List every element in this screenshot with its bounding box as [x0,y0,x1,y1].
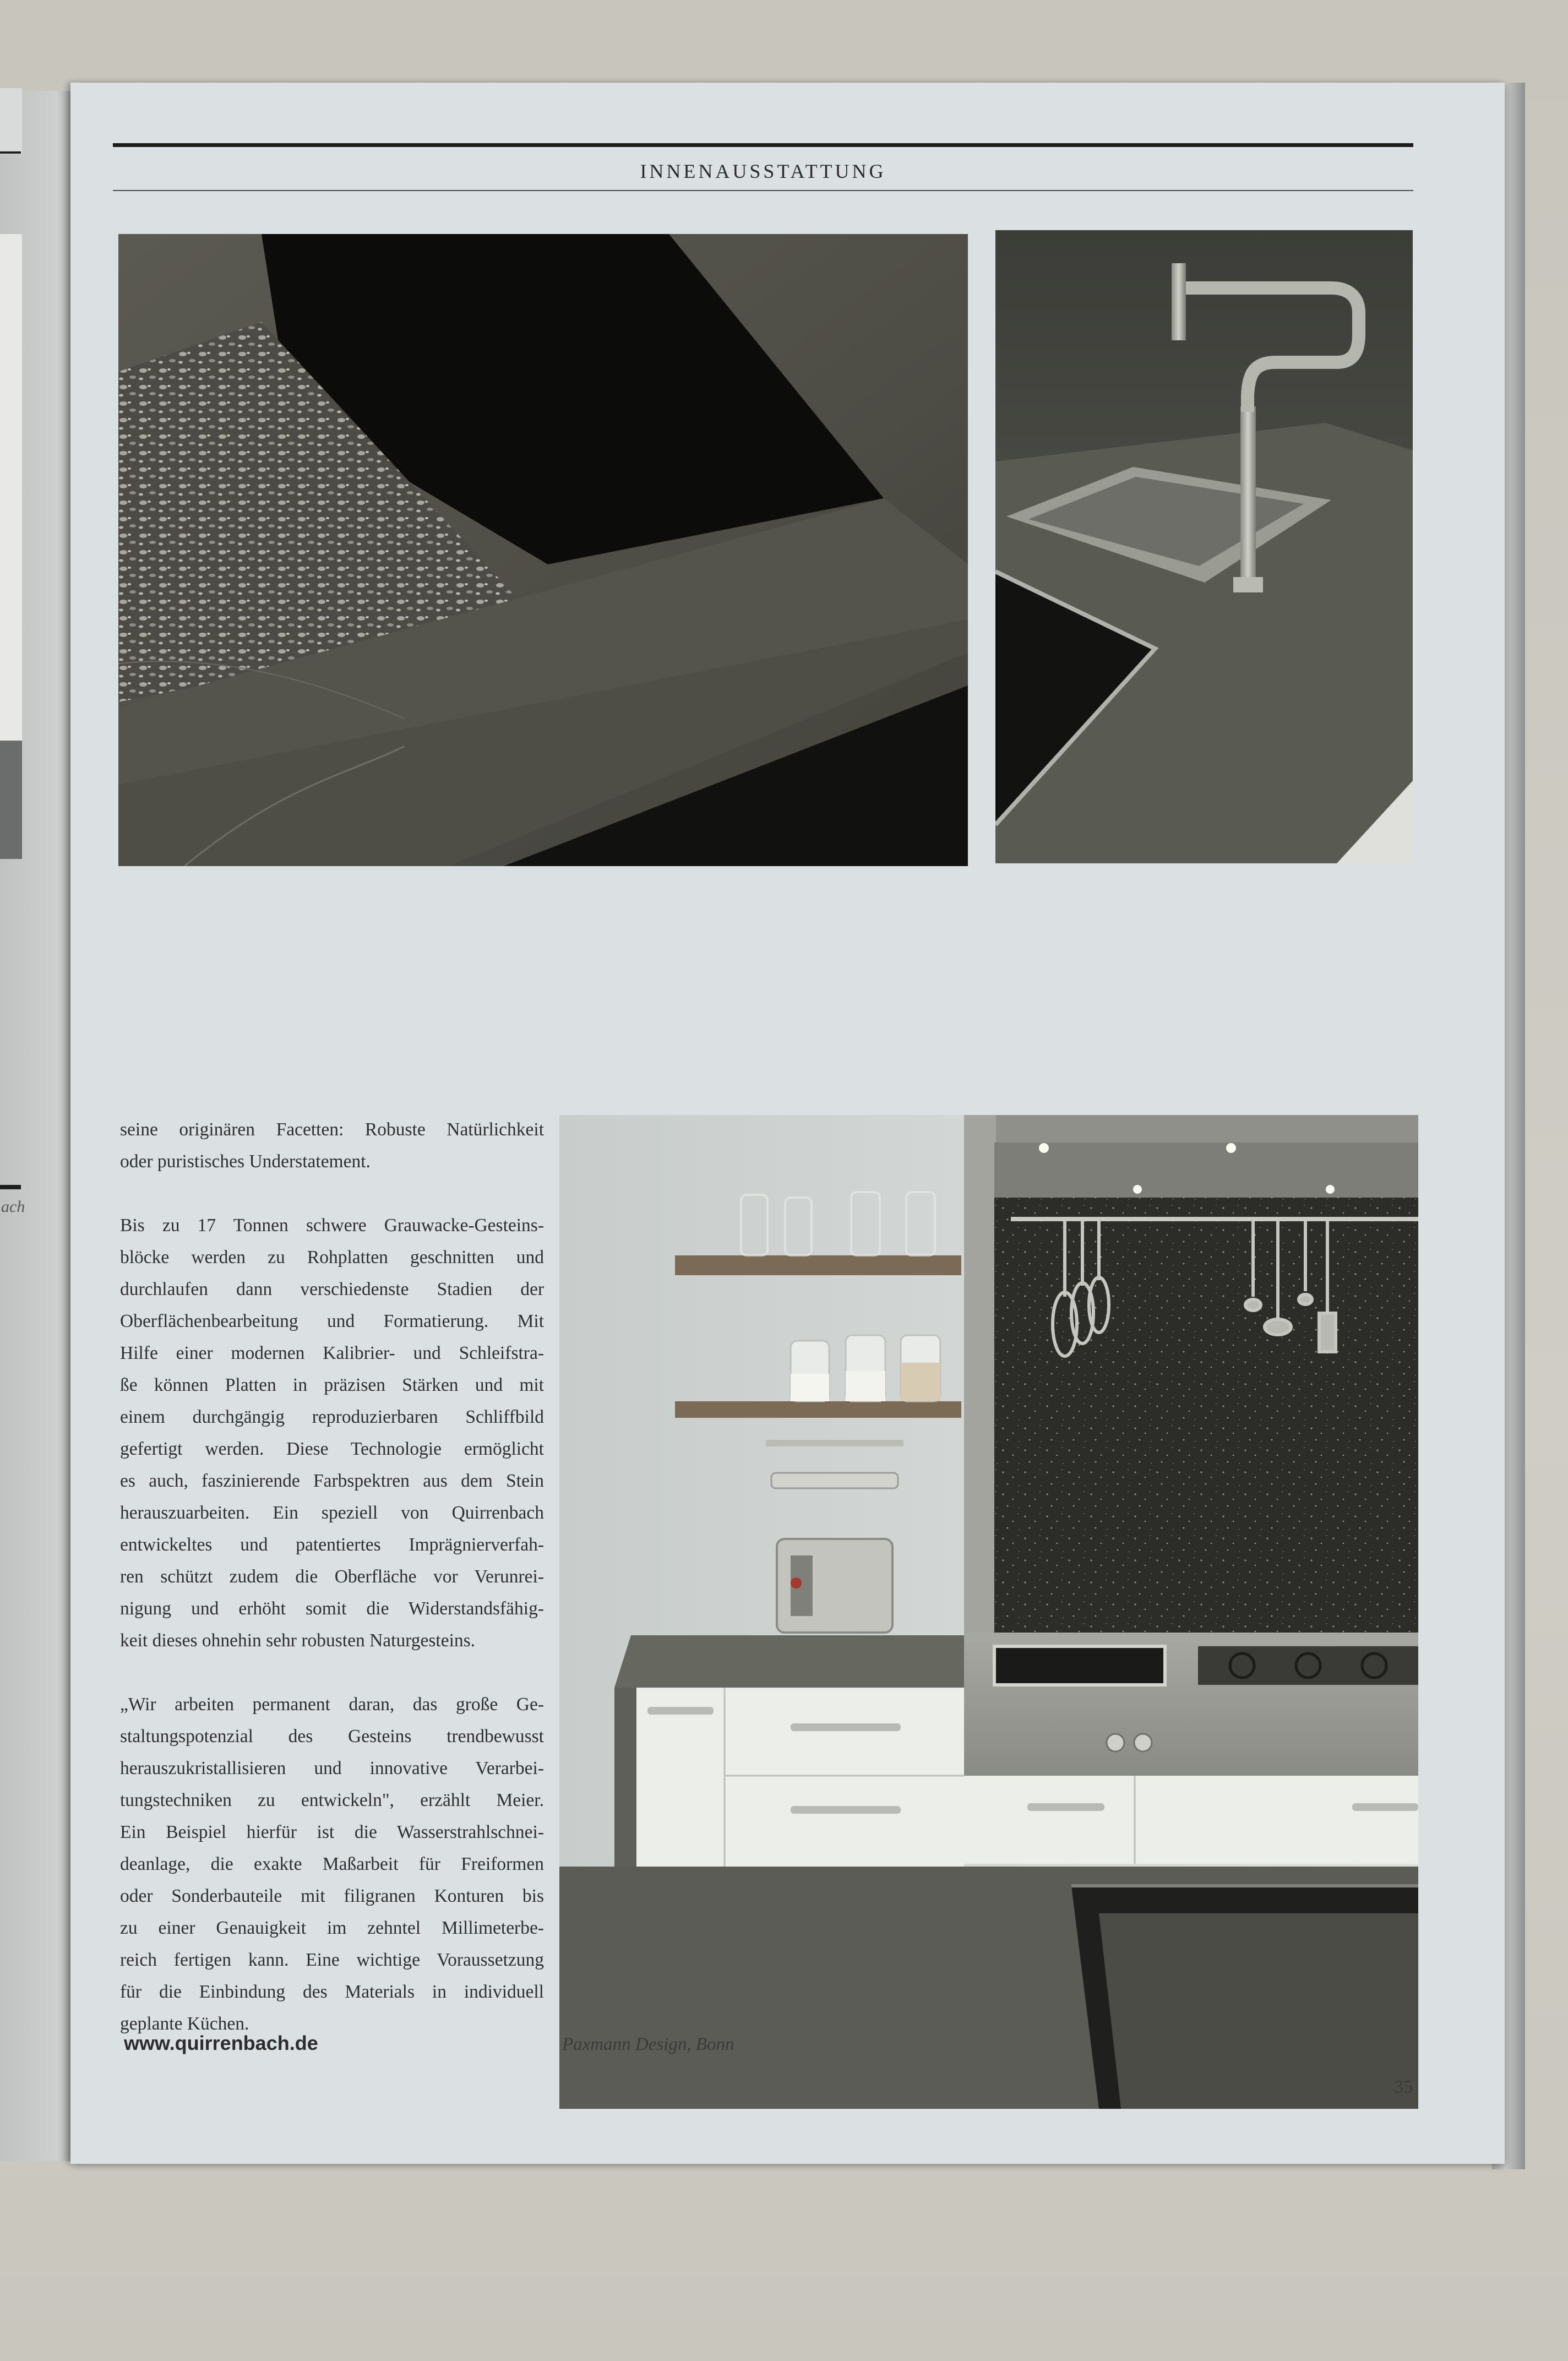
section-title: INNENAUSSTATTUNG [640,160,886,182]
photo-faucet-sink [995,230,1413,863]
text-line: seine originären Facetten: Robuste Natürlichkeit [120,1119,544,1140]
text-line: herauszuarbeiten. Ein speziell von Quirrenbach [120,1503,544,1523]
text-line: oder puristisches Understatement. [120,1151,371,1172]
photo-kitchen [559,1115,1418,2109]
text-line: entwickeltes und patentiertes Imprägnierverfah- [120,1535,544,1555]
paragraph-intro [120,1114,544,1178]
article-body [120,1114,544,2040]
previous-page-photo-edge-2 [0,741,22,859]
text-line: ße können Platten in präzisen Stärken und mit [120,1375,544,1395]
text-line: nigung und erhöht somit die Widerstandsfähig- [120,1598,544,1619]
previous-page-header-rule [0,151,21,154]
text-line: einem durchgängig reproduzierbaren Schliffbild [120,1407,544,1427]
text-line: Ein Beispiel hierfür ist die Wasserstrahlschnei- [120,1822,544,1842]
text-line: oder Sonderbauteile mit filigranen Konturen bis [120,1886,544,1906]
page-number: 35 [1394,2077,1413,2097]
text-line: zu einer Genauigkeit im zehntel Millimeterbe- [120,1918,544,1938]
previous-page-text-fragment: ach [1,1198,25,1216]
text-line: reich fertigen kann. Eine wichtige Voraussetzung [120,1950,544,1970]
previous-page-edge [0,91,72,2161]
text-line: „Wir arbeiten permanent daran, das große Ge- [120,1694,544,1715]
header-rule [113,143,1413,147]
paragraph-quote [120,1689,544,2040]
text-line: deanlage, die exakte Maßarbeit für Freiformen [120,1854,544,1874]
text-line: geplante Küchen. [120,2014,249,2034]
text-line: Hilfe einer modernen Kalibrier- und Schleifstra- [120,1343,544,1363]
text-line: blöcke werden zu Rohplatten geschnitten und [120,1247,544,1267]
previous-page-top [0,88,22,154]
photo-stone-worktop [118,234,968,866]
previous-page-photo-edge [0,234,22,768]
text-line: durchlaufen dann verschiedenste Stadien der [120,1279,544,1299]
header-subrule [113,190,1413,191]
text-line: gefertigt werden. Diese Technologie ermöglicht [120,1439,544,1459]
magazine-page [70,83,1505,2164]
text-line: herauszukristallisieren und innovative Verarbei- [120,1758,544,1778]
website-link[interactable]: www.quirrenbach.de [124,2032,318,2054]
photo-caption: Paxmann Design, Bonn [562,2034,734,2054]
text-line: staltungspotenzial des Gesteins trendbewusst [120,1726,544,1747]
text-line: keit dieses ohnehin sehr robusten Naturgesteins. [120,1630,476,1651]
previous-page-rule-2 [0,1185,21,1189]
text-line: Bis zu 17 Tonnen schwere Grauwacke-Gesteins- [120,1215,544,1236]
text-line: für die Einbindung des Materials in individuell [120,1982,544,2002]
text-line: tungstechniken zu entwickeln", erzählt Meier. [120,1790,544,1810]
text-line: Oberflächenbearbeitung und Formatierung. Mit [120,1311,544,1331]
text-line: ren schützt zudem die Oberfläche vor Verunrei- [120,1566,544,1587]
paragraph-production [120,1210,544,1657]
text-line: es auch, faszinierende Farbspektren aus dem Stein [120,1471,544,1491]
